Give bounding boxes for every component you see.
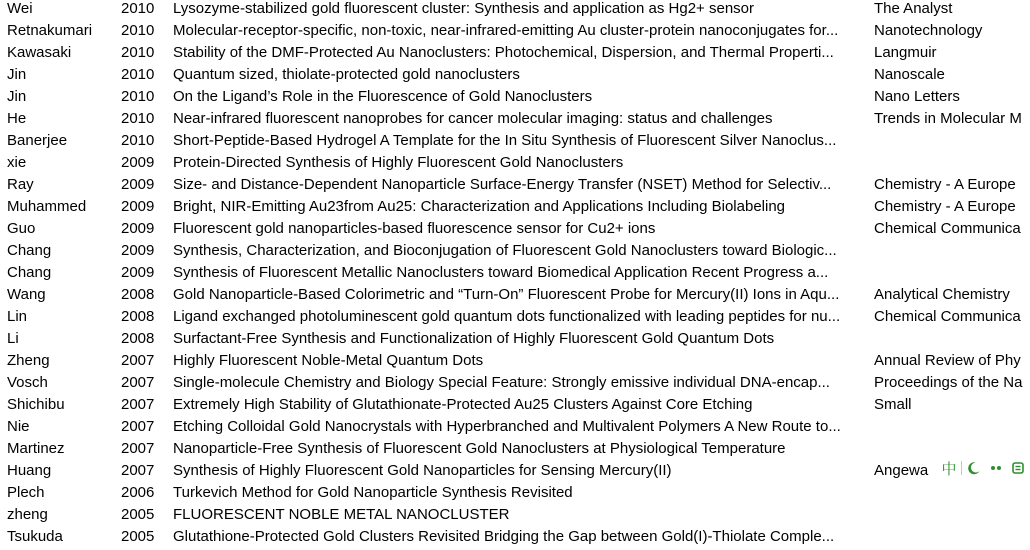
author-cell[interactable]: Tsukuda [7, 528, 63, 545]
table-row[interactable] [0, 438, 1023, 460]
title-cell[interactable]: Ligand exchanged photoluminescent gold quantum dots functionalized with leading peptides for nu... [173, 308, 841, 325]
title-cell[interactable]: Quantum sized, thiolate-protected gold nanoclusters [173, 66, 520, 83]
journal-cell[interactable]: Angewa [874, 462, 929, 479]
table-row[interactable] [0, 20, 1023, 42]
author-cell[interactable]: xie [7, 154, 27, 171]
title-cell[interactable]: FLUORESCENT NOBLE METAL NANOCLUSTER [173, 506, 510, 523]
ime-toolbar[interactable] [937, 456, 1030, 480]
title-cell[interactable]: Molecular-receptor-specific, non-toxic, near-infrared-emitting Au cluster-protein nanoconjugates for... [173, 22, 839, 39]
author-cell[interactable]: Chang [7, 242, 52, 259]
table-row[interactable] [0, 284, 1023, 306]
table-row[interactable] [0, 526, 1023, 548]
journal-cell[interactable]: Chemical Communica [874, 220, 1021, 237]
punctuation-icon[interactable] [986, 458, 1006, 478]
year-cell[interactable]: 2007 [121, 396, 155, 413]
journal-cell[interactable]: Analytical Chemistry [874, 286, 1010, 303]
year-cell[interactable]: 2009 [121, 198, 155, 215]
author-cell[interactable]: Plech [7, 484, 45, 501]
journal-cell[interactable]: Small [874, 396, 912, 413]
year-cell[interactable]: 2010 [121, 88, 155, 105]
year-cell[interactable]: 2010 [121, 132, 155, 149]
year-cell[interactable]: 2007 [121, 352, 155, 369]
table-row[interactable] [0, 504, 1023, 526]
table-row[interactable] [0, 152, 1023, 174]
author-cell[interactable]: Lin [7, 308, 28, 325]
year-cell[interactable]: 2006 [121, 484, 155, 501]
author-cell[interactable]: Jin [7, 88, 27, 105]
table-row[interactable] [0, 240, 1023, 262]
title-cell[interactable]: Turkevich Method for Gold Nanoparticle Synthesis Revisited [173, 484, 573, 501]
year-cell[interactable]: 2010 [121, 0, 155, 17]
year-cell[interactable]: 2009 [121, 154, 155, 171]
journal-cell[interactable]: Proceedings of the Na [874, 374, 1023, 391]
year-cell[interactable]: 2005 [121, 528, 155, 545]
title-cell[interactable]: Synthesis of Highly Fluorescent Gold Nanoparticles for Sensing Mercury(II) [173, 462, 672, 479]
title-cell[interactable]: Glutathione-Protected Gold Clusters Revisited Bridging the Gap between Gold(I)-Thiolate Comple... [173, 528, 835, 545]
table-row[interactable] [0, 262, 1023, 284]
author-cell[interactable]: zheng [7, 506, 48, 523]
title-cell[interactable]: Bright, NIR-Emitting Au23from Au25: Characterization and Applications Including Biolabeling [173, 198, 786, 215]
title-cell[interactable]: Extremely High Stability of Glutathionate-Protected Au25 Clusters Against Core Etching [173, 396, 753, 413]
year-cell[interactable]: 2009 [121, 176, 155, 193]
author-cell[interactable]: Huang [7, 462, 52, 479]
author-cell[interactable]: Nie [7, 418, 30, 435]
year-cell[interactable]: 2010 [121, 110, 155, 127]
year-cell[interactable]: 2007 [121, 374, 155, 391]
year-cell[interactable]: 2009 [121, 220, 155, 237]
title-cell[interactable]: Single-molecule Chemistry and Biology Special Feature: Strongly emissive individual DNA-encap... [173, 374, 830, 391]
author-cell[interactable]: Wang [7, 286, 46, 303]
moon-icon[interactable] [964, 458, 984, 478]
title-cell[interactable]: On the Ligand’s Role in the Fluorescence of Gold Nanoclusters [173, 88, 593, 105]
author-cell[interactable]: Banerjee [7, 132, 68, 149]
table-row[interactable] [0, 42, 1023, 64]
journal-cell[interactable]: Nanoscale [874, 66, 945, 83]
title-cell[interactable]: Synthesis, Characterization, and Bioconjugation of Fluorescent Gold Nanoclusters toward Biologic... [173, 242, 837, 259]
table-row[interactable] [0, 460, 1023, 482]
journal-cell[interactable]: Langmuir [874, 44, 937, 61]
table-row[interactable] [0, 306, 1023, 328]
table-row[interactable] [0, 108, 1023, 130]
author-cell[interactable]: Ray [7, 176, 34, 193]
author-cell[interactable]: Chang [7, 264, 52, 281]
title-cell[interactable]: Etching Colloidal Gold Nanocrystals with Hyperbranched and Multivalent Polymers A New Route to... [173, 418, 841, 435]
title-cell[interactable]: Size- and Distance-Dependent Nanoparticle Surface-Energy Transfer (NSET) Method for Selectiv... [173, 176, 832, 193]
year-cell[interactable]: 2008 [121, 330, 155, 347]
title-cell[interactable]: Fluorescent gold nanoparticles-based fluorescence sensor for Cu2+ ions [173, 220, 656, 237]
year-cell[interactable]: 2008 [121, 286, 155, 303]
table-row[interactable] [0, 328, 1023, 350]
title-cell[interactable]: Synthesis of Fluorescent Metallic Nanoclusters toward Biomedical Application Recent Progress a... [173, 264, 829, 281]
journal-cell[interactable]: Trends in Molecular M [874, 110, 1022, 127]
title-cell[interactable]: Surfactant-Free Synthesis and Functionalization of Highly Fluorescent Gold Quantum Dots [173, 330, 775, 347]
journal-cell[interactable]: Chemical Communica [874, 308, 1021, 325]
table-row[interactable] [0, 174, 1023, 196]
title-cell[interactable]: Nanoparticle-Free Synthesis of Fluorescent Gold Nanoclusters at Physiological Temperature [173, 440, 786, 457]
journal-cell[interactable]: Nanotechnology [874, 22, 983, 39]
title-cell[interactable]: Gold Nanoparticle-Based Colorimetric and “Turn-On” Fluorescent Probe for Mercury(II) Ions in Aqu... [173, 286, 840, 303]
title-cell[interactable]: Highly Fluorescent Noble-Metal Quantum Dots [173, 352, 484, 369]
title-cell[interactable]: Near-infrared fluorescent nanoprobes for cancer molecular imaging: status and challenges [173, 110, 773, 127]
author-cell[interactable]: Shichibu [7, 396, 65, 413]
journal-cell[interactable]: Nano Letters [874, 88, 960, 105]
year-cell[interactable]: 2010 [121, 66, 155, 83]
table-row[interactable] [0, 350, 1023, 372]
journal-cell[interactable]: The Analyst [874, 0, 953, 17]
author-cell[interactable]: Wei [7, 0, 33, 17]
table-row[interactable] [0, 130, 1023, 152]
title-cell[interactable]: Stability of the DMF-Protected Au Nanoclusters: Photochemical, Dispersion, and Thermal Properti... [173, 44, 834, 61]
ime-separator [961, 461, 962, 475]
author-cell[interactable]: Jin [7, 66, 27, 83]
ime-language-toggle[interactable]: 中 [941, 459, 957, 478]
year-cell[interactable]: 2007 [121, 418, 155, 435]
year-cell[interactable]: 2010 [121, 44, 155, 61]
year-cell[interactable]: 2009 [121, 264, 155, 281]
author-cell[interactable]: He [7, 110, 27, 127]
table-row[interactable] [0, 416, 1023, 438]
author-cell[interactable]: Kawasaki [7, 44, 72, 61]
year-cell[interactable]: 2010 [121, 22, 155, 39]
table-row[interactable] [0, 0, 1023, 20]
author-cell[interactable]: Vosch [7, 374, 48, 391]
table-row[interactable] [0, 218, 1023, 240]
author-cell[interactable]: Guo [7, 220, 36, 237]
title-cell[interactable]: Lysozyme-stabilized gold fluorescent cluster: Synthesis and application as Hg2+ sensor [173, 0, 755, 17]
year-cell[interactable]: 2005 [121, 506, 155, 523]
year-cell[interactable]: 2007 [121, 462, 155, 479]
journal-cell[interactable]: Annual Review of Phy [874, 352, 1021, 369]
table-row[interactable] [0, 482, 1023, 504]
author-cell[interactable]: Li [7, 330, 19, 347]
table-row[interactable] [0, 372, 1023, 394]
year-cell[interactable]: 2008 [121, 308, 155, 325]
table-row[interactable] [0, 394, 1023, 416]
table-row[interactable] [0, 196, 1023, 218]
author-cell[interactable]: Muhammed [7, 198, 87, 215]
title-cell[interactable]: Protein-Directed Synthesis of Highly Fluorescent Gold Nanoclusters [173, 154, 624, 171]
year-cell[interactable]: 2009 [121, 242, 155, 259]
year-cell[interactable]: 2007 [121, 440, 155, 457]
author-cell[interactable]: Retnakumari [7, 22, 93, 39]
table-row[interactable] [0, 64, 1023, 86]
journal-cell[interactable]: Chemistry - A Europe [874, 198, 1016, 215]
author-cell[interactable]: Zheng [7, 352, 50, 369]
title-cell[interactable]: Short-Peptide-Based Hydrogel A Template for the In Situ Synthesis of Fluorescent Silver Nanoclus... [173, 132, 837, 149]
author-cell[interactable]: Martinez [7, 440, 65, 457]
journal-cell[interactable]: Chemistry - A Europe [874, 176, 1016, 193]
table-row[interactable] [0, 86, 1023, 108]
settings-icon[interactable] [1008, 458, 1028, 478]
